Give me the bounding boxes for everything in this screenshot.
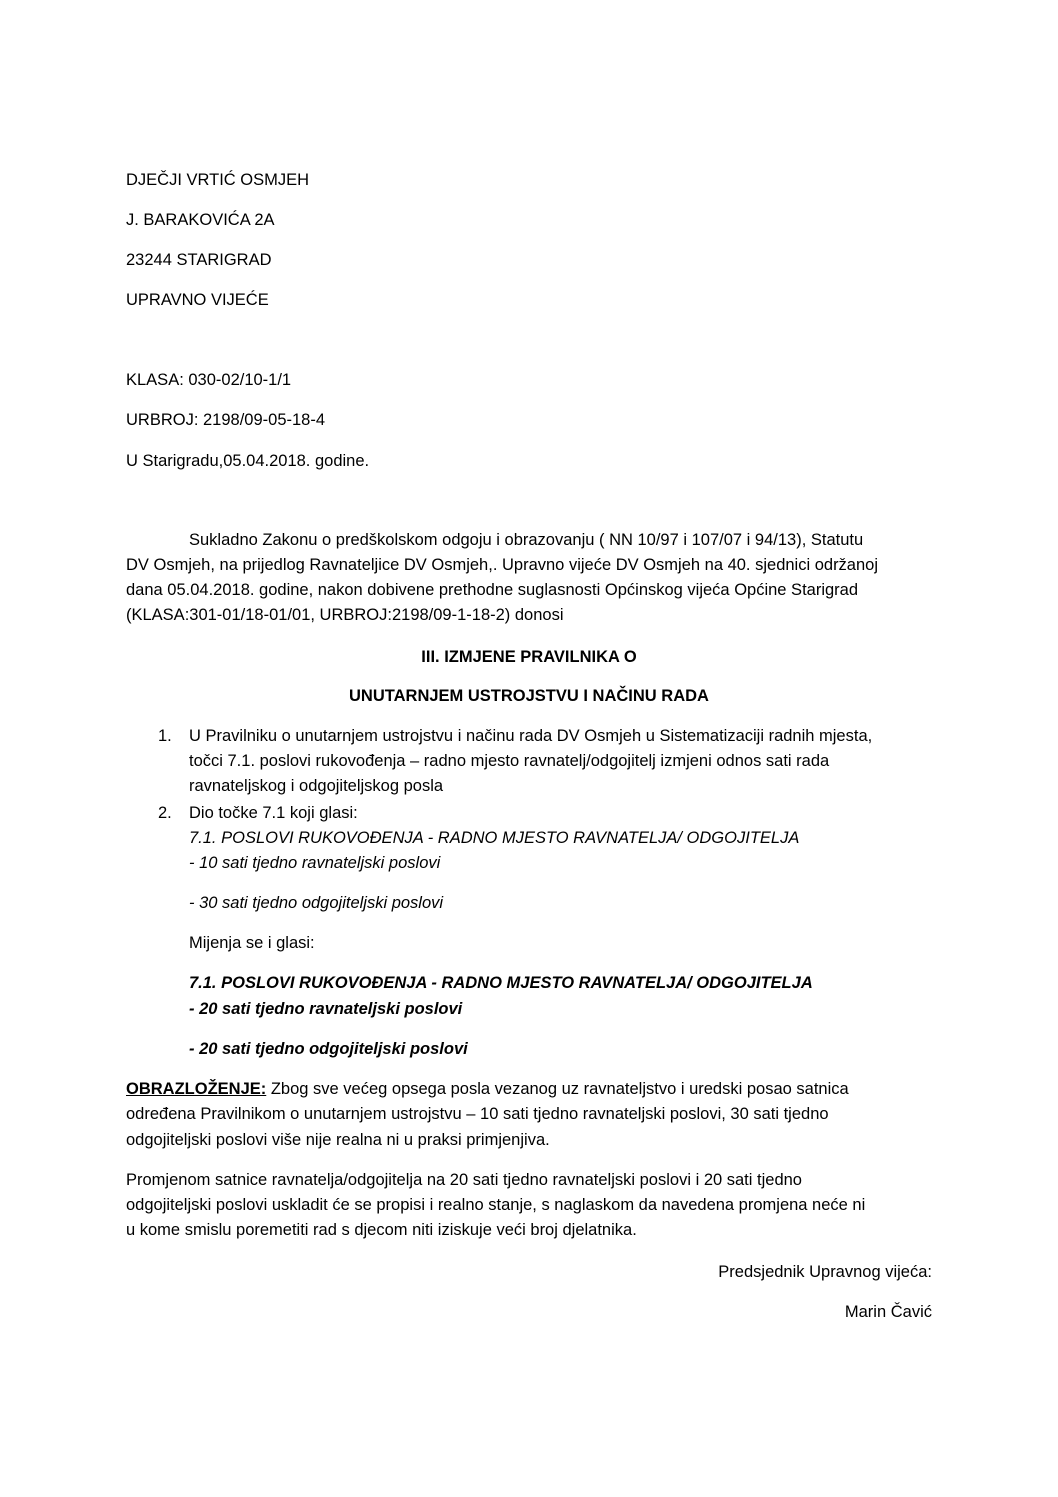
new-hours-director: - 20 sati tjedno ravnateljski poslovi <box>189 1000 463 1018</box>
explanation-line-2: određena Pravilnikom o unutarnjem ustrojstvu – 10 sati tjedno ravnateljski poslovi, 30 sati tjedno <box>126 1105 829 1123</box>
old-hours-educator: - 30 sati tjedno odgojiteljski poslovi <box>189 894 444 912</box>
signature-role: Predsjednik Upravnog vijeća: <box>718 1263 932 1281</box>
intro-line-2: DV Osmjeh, na prijedlog Ravnateljice DV Osmjeh,. Upravno vijeće DV Osmjeh na 40. sjednici održanoj <box>126 556 879 574</box>
explanation-line-3: odgojiteljski poslovi više nije realna ni u praksi primjenjiva. <box>126 1131 550 1149</box>
urbroj: URBROJ: 2198/09-05-18-4 <box>126 411 326 429</box>
change-notice: Mijenja se i glasi: <box>189 934 315 952</box>
explanation-line-1 <box>126 1077 849 1101</box>
old-section-heading: 7.1. POSLOVI RUKOVOĐENJA - RADNO MJESTO RAVNATELJA/ ODGOJITELJA <box>189 829 800 847</box>
org-name: DJEČJI VRTIĆ OSMJEH <box>126 171 310 189</box>
intro-line-4: (KLASA:301-01/18-01/01, URBROJ:2198/09-1-18-2) donosi <box>126 606 564 624</box>
klasa: KLASA: 030-02/10-1/1 <box>126 371 292 389</box>
intro-line-3: dana 05.04.2018. godine, nakon dobivene prethodne suglasnosti Općinskog vijeća Općine Starigrad <box>126 581 859 599</box>
explanation-p2-line-1: Promjenom satnice ravnatelja/odgojitelja na 20 sati tjedno ravnateljski poslovi i 20 sati tjedno <box>126 1171 802 1189</box>
old-hours-director: - 10 sati tjedno ravnateljski poslovi <box>189 854 441 872</box>
org-address: J. BARAKOVIĆA 2A <box>126 211 275 229</box>
signature-name: Marin Čavić <box>844 1303 932 1321</box>
doc-title-line-1: III. IZMJENE PRAVILNIKA O <box>421 648 637 666</box>
item-1-number: 1. <box>158 727 172 745</box>
new-section-heading: 7.1. POSLOVI RUKOVOĐENJA - RADNO MJESTO RAVNATELJA/ ODGOJITELJA <box>189 974 813 992</box>
item-1-line-2: točci 7.1. poslovi rukovođenja – radno mjesto ravnatelj/odgojitelj izmjeni odnos sati rada <box>189 752 830 770</box>
explanation-text-1: Zbog sve većeg opsega posla vezanog uz ravnateljstvo i uredski posao satnica <box>266 1080 849 1098</box>
item-1-line-1: U Pravilniku o unutarnjem ustrojstvu i načinu rada DV Osmjeh u Sistematizaciji radnih mjesta, <box>189 727 873 745</box>
intro-line-1: Sukladno Zakonu o predškolskom odgoju i obrazovanju ( NN 10/97 i 107/07 i 94/13), Statutu <box>189 531 864 549</box>
org-city: 23244 STARIGRAD <box>126 251 272 269</box>
explanation-p2-line-3: u kome smislu poremetiti rad s djecom niti iziskuje veći broj djelatnika. <box>126 1221 637 1239</box>
org-body: UPRAVNO VIJEĆE <box>126 291 269 309</box>
explanation-p2-line-2: odgojiteljski poslovi uskladit će se propisi i realno stanje, s naglaskom da navedena promjena neće ni <box>126 1196 866 1214</box>
explanation-label: OBRAZLOŽENJE: <box>126 1080 267 1098</box>
item-2-line-1: Dio točke 7.1 koji glasi: <box>189 804 358 822</box>
item-1-line-3: ravnateljskog i odgojiteljskog posla <box>189 777 444 795</box>
place-date: U Starigradu,05.04.2018. godine. <box>126 452 370 470</box>
item-2-number: 2. <box>158 804 172 822</box>
new-hours-educator: - 20 sati tjedno odgojiteljski poslovi <box>189 1040 468 1058</box>
doc-title-line-2: UNUTARNJEM USTROJSTVU I NAČINU RADA <box>349 687 709 705</box>
